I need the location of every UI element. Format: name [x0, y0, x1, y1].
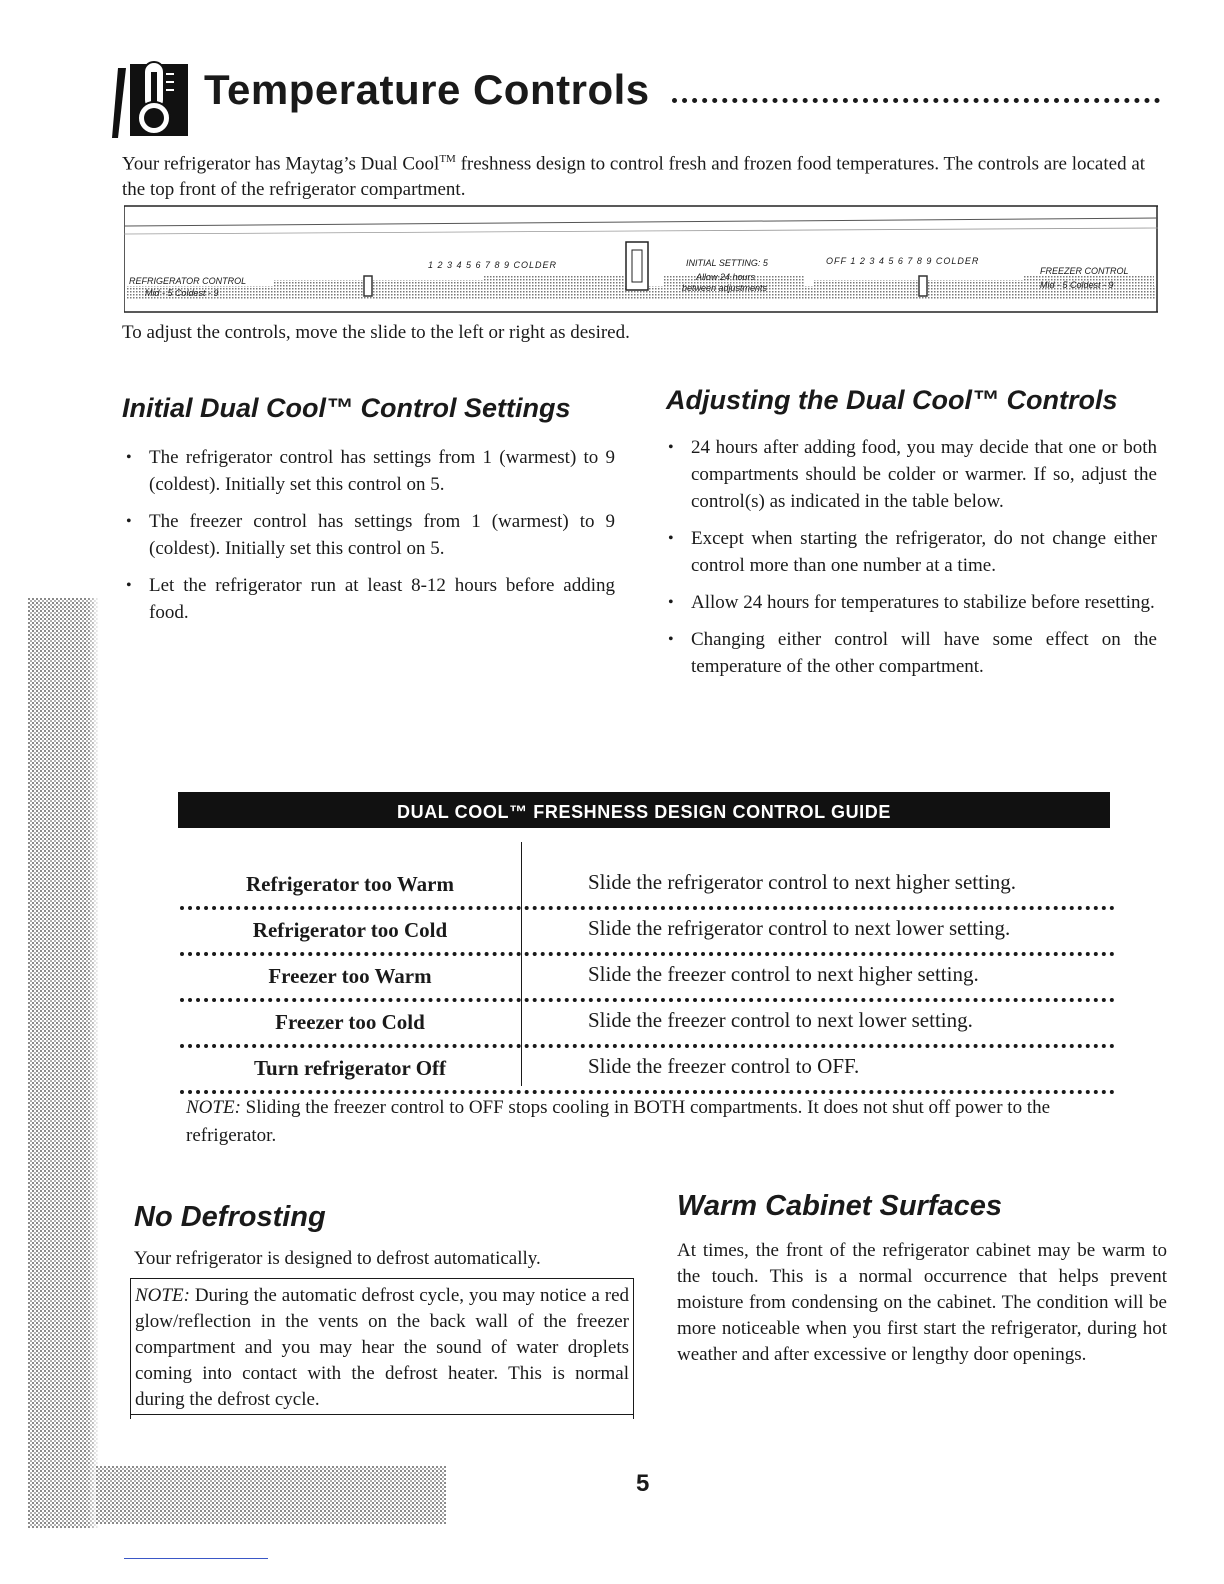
- guide-condition: Refrigerator too Cold: [252, 918, 448, 942]
- page-number: 5: [636, 1470, 650, 1497]
- refrigerator-scale: 1 2 3 4 5 6 7 8 9 COLDER: [428, 260, 558, 270]
- defrost-note-box: NOTE: During the automatic defrost cycle, you may notice a red glow/reflection in the vents on the back wall of the freezer compartment and you may hear the sound of water droplets coming into contact with the defrost heater. This is normal during the defrost cycle.: [130, 1278, 634, 1419]
- guide-action: Slide the refrigerator control to next higher setting.: [588, 870, 1017, 894]
- adjusting-bullet-1: • 24 hours after adding food, you may decide that one or both compartments should be colder or warmer. If so, adjust the control(s) as indicated in the table below.: [665, 434, 1157, 515]
- initial-bullet-3: • Let the refrigerator run at least 8-12 hours before adding food.: [123, 572, 615, 626]
- title-leader-dots: [672, 98, 1160, 103]
- guide-title-bar: DUAL COOL™ FRESHNESS DESIGN CONTROL GUIDE: [178, 792, 1110, 828]
- guide-condition: Refrigerator too Warm: [246, 872, 454, 896]
- adjusting-bullet-3: • Allow 24 hours for temperatures to stabilize before resetting.: [665, 589, 1157, 616]
- guide-condition: Turn refrigerator Off: [253, 1056, 447, 1080]
- initial-settings-heading: Initial Dual Cool™ Control Settings: [122, 393, 571, 423]
- table-row: [180, 998, 1115, 1048]
- guide-action: Slide the freezer control to next lower setting.: [588, 1008, 973, 1032]
- intro-paragraph: Your refrigerator has Maytag’s Dual Cool™ freshness design to control fresh and frozen food temperatures. The controls are located at the top front of the refrigerator compartment.: [122, 153, 1146, 201]
- no-defrosting-text: Your refrigerator is designed to defrost automatically.: [134, 1248, 541, 1269]
- refrigerator-control-label: REFRIGERATOR CONTROL: [129, 276, 247, 286]
- initial-setting-label: INITIAL SETTING: 5: [686, 258, 768, 268]
- panel-caption: To adjust the controls, move the slide to the left or right as desired.: [122, 322, 630, 343]
- table-row: [180, 952, 1115, 1002]
- table-row: [180, 860, 1115, 910]
- refrigerator-mid-label: Mid - 5 Coldest - 9: [145, 288, 219, 298]
- initial-settings-list: [123, 444, 615, 636]
- adjusting-list: [665, 434, 1157, 690]
- between-adjustments-label: between adjustments: [682, 283, 768, 293]
- control-panel-illustration: [124, 204, 1158, 316]
- warm-surfaces-text: At times, the front of the refrigerator cabinet may be warm to the touch. This is a normal occurrence that helps prevent moisture from condensing on the cabinet. The condition will be more noticeable when you first start the refrigerator, during hot weather and after excessive or lengthy door openings.: [677, 1240, 1167, 1365]
- guide-action: Slide the refrigerator control to next lower setting.: [588, 916, 1011, 940]
- guide-condition: Freezer too Warm: [268, 964, 432, 988]
- guide-action: Slide the freezer control to next higher setting.: [588, 962, 979, 986]
- halftone-strip-bottom: [96, 1466, 446, 1524]
- initial-bullet-1: • The refrigerator control has settings from 1 (warmest) to 9 (coldest). Initially set this control on 5.: [123, 444, 615, 498]
- thermometer-icon: [112, 58, 192, 142]
- adjusting-heading: Adjusting the Dual Cool™ Controls: [666, 385, 1118, 415]
- initial-bullet-2: • The freezer control has settings from 1 (warmest) to 9 (coldest). Initially set this control on 5.: [123, 508, 615, 562]
- halftone-strip-left: [28, 598, 98, 1528]
- no-defrosting-heading: No Defrosting: [134, 1201, 326, 1233]
- adjusting-bullet-2: • Except when starting the refrigerator, do not change either control more than one number at a time.: [665, 525, 1157, 579]
- table-row: [180, 1044, 1115, 1094]
- page-title: Temperature Controls: [204, 66, 650, 113]
- note-box-bottom-rule: [130, 1414, 634, 1415]
- freezer-control-label: FREEZER CONTROL: [1040, 266, 1129, 276]
- freezer-scale: OFF 1 2 3 4 5 6 7 8 9 COLDER: [826, 256, 980, 266]
- bottom-rule: [124, 1558, 268, 1559]
- freezer-mid-label: Mid - 5 Coldest - 9: [1040, 280, 1114, 290]
- warm-surfaces-heading: Warm Cabinet Surfaces: [677, 1190, 1003, 1222]
- adjusting-bullet-4: • Changing either control will have some effect on the temperature of the other compartment.: [665, 626, 1157, 680]
- table-row: [180, 906, 1115, 956]
- guide-condition: Freezer too Cold: [275, 1010, 425, 1034]
- guide-note: NOTE: Sliding the freezer control to OFF stops cooling in BOTH compartments. It does not shut off power to the refrigerator.: [186, 1097, 1051, 1146]
- allow-hours-label: Allow 24 hours: [696, 272, 756, 282]
- guide-action: Slide the freezer control to OFF.: [588, 1054, 860, 1078]
